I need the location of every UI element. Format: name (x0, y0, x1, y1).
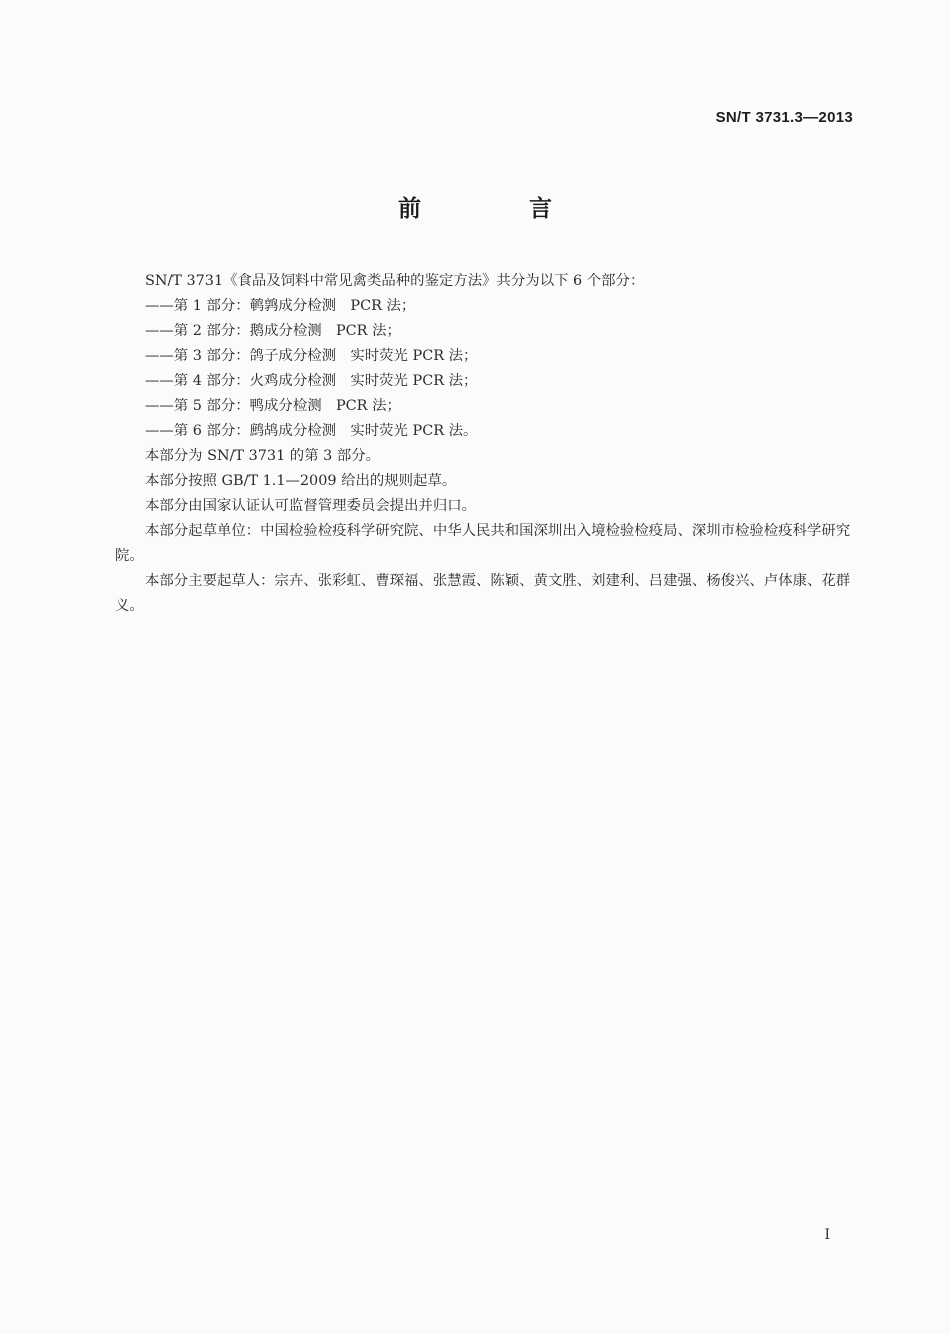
part-list-item: ——第 5 部分：鸭成分检测 PCR 法； (145, 398, 401, 414)
body-text (115, 269, 860, 619)
part-list-item: ——第 4 部分：火鸡成分检测 实时荧光 PCR 法； (145, 373, 478, 389)
part-statement: 本部分为 SN/T 3731 的第 3 部分。 (145, 448, 381, 464)
drafting-rules: 本部分按照 GB/T 1.1—2009 给出的规则起草。 (145, 473, 457, 489)
part-list-item: ——第 1 部分：鹌鹑成分检测 PCR 法； (145, 298, 416, 314)
page-number: I (824, 1227, 830, 1243)
page-title: 前 言 (397, 195, 602, 222)
part-list-item: ——第 6 部分：鹧鸪成分检测 实时荧光 PCR 法。 (145, 423, 478, 439)
proposer-statement: 本部分由国家认证认可监督管理委员会提出并归口。 (145, 498, 476, 514)
drafting-units: 本部分起草单位：中国检验检疫科学研究院、中华人民共和国深圳出入境检验检疫局、深圳市检验检疫科学研究院。 (115, 523, 851, 564)
part-list-item: ——第 2 部分：鹅成分检测 PCR 法； (145, 323, 401, 339)
document-code: SN/T 3731.3—2013 (715, 109, 853, 126)
drafters: 本部分主要起草人：宗卉、张彩虹、曹琛福、张慧霞、陈颖、黄文胜、刘建利、吕建强、杨俊兴、卢体康、花群义。 (115, 573, 851, 614)
part-list-item: ——第 3 部分：鸽子成分检测 实时荧光 PCR 法； (145, 348, 478, 364)
intro-paragraph: SN/T 3731《食品及饲料中常见禽类品种的鉴定方法》共分为以下 6 个部分： (145, 273, 645, 289)
